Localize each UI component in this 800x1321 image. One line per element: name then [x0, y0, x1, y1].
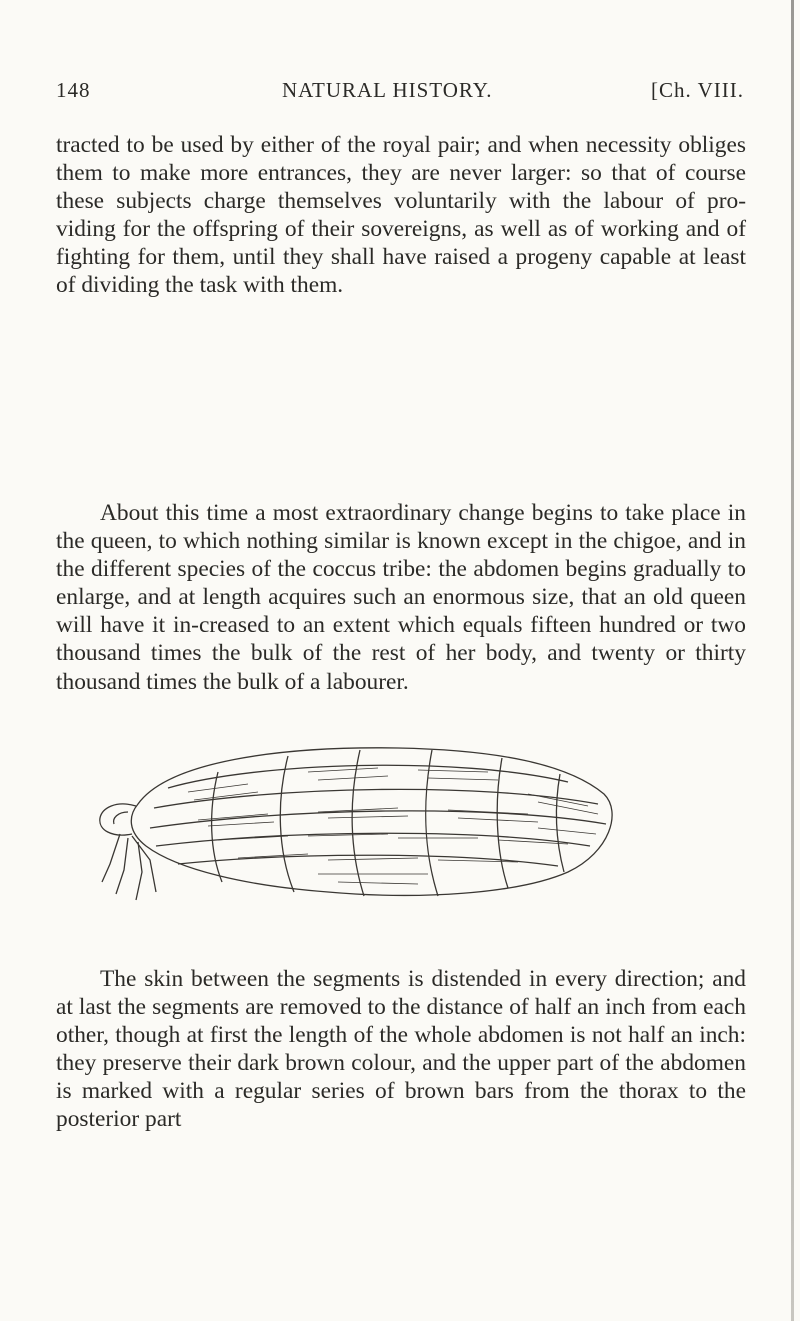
- running-header: [56, 78, 744, 110]
- running-title: NATURAL HISTORY.: [282, 78, 493, 102]
- page-edge-line: [791, 0, 794, 1321]
- page-number: 148: [56, 78, 91, 102]
- termite-queen-illustration: [98, 742, 624, 904]
- figure-ink: [100, 748, 612, 900]
- paragraph-continuation: tracted to be used by either of the royal pair; and when necessity obliges them to make more entrances, they are never larger: so that of course these subjects charge themselves voluntarily with the labour of pro-viding for the offspring of their sovereigns, as well as of working and of fighting for them, until they shall have raised a progeny capable at least of dividing the task with them.: [56, 132, 746, 299]
- paragraph-queen-change: About this time a most extraordinary change begins to take place in the queen, to which nothing similar is known except in the chigoe, and in the different species of the coccus tribe: the abdomen begins gradually to enlarge, and at length acquires such an enormous size, that an old queen will have it in-creased to an extent which equals fifteen hundred or two thousand times the bulk of the rest of her body, and twenty or thirty thousand times the bulk of a labourer.: [56, 500, 746, 695]
- chapter-label: [Ch. VIII.: [650, 78, 744, 102]
- figure-hatching: [188, 768, 598, 884]
- paragraph-skin-segments: The skin between the segments is distended in every direction; and at last the segments are removed to the distance of half an inch from each other, though at first the length of the whole abdomen is not half an inch: they preserve their dark brown colour, and the upper part of the abdomen is marked with a regular series of brown bars from the thorax to the posterior part: [56, 966, 746, 1133]
